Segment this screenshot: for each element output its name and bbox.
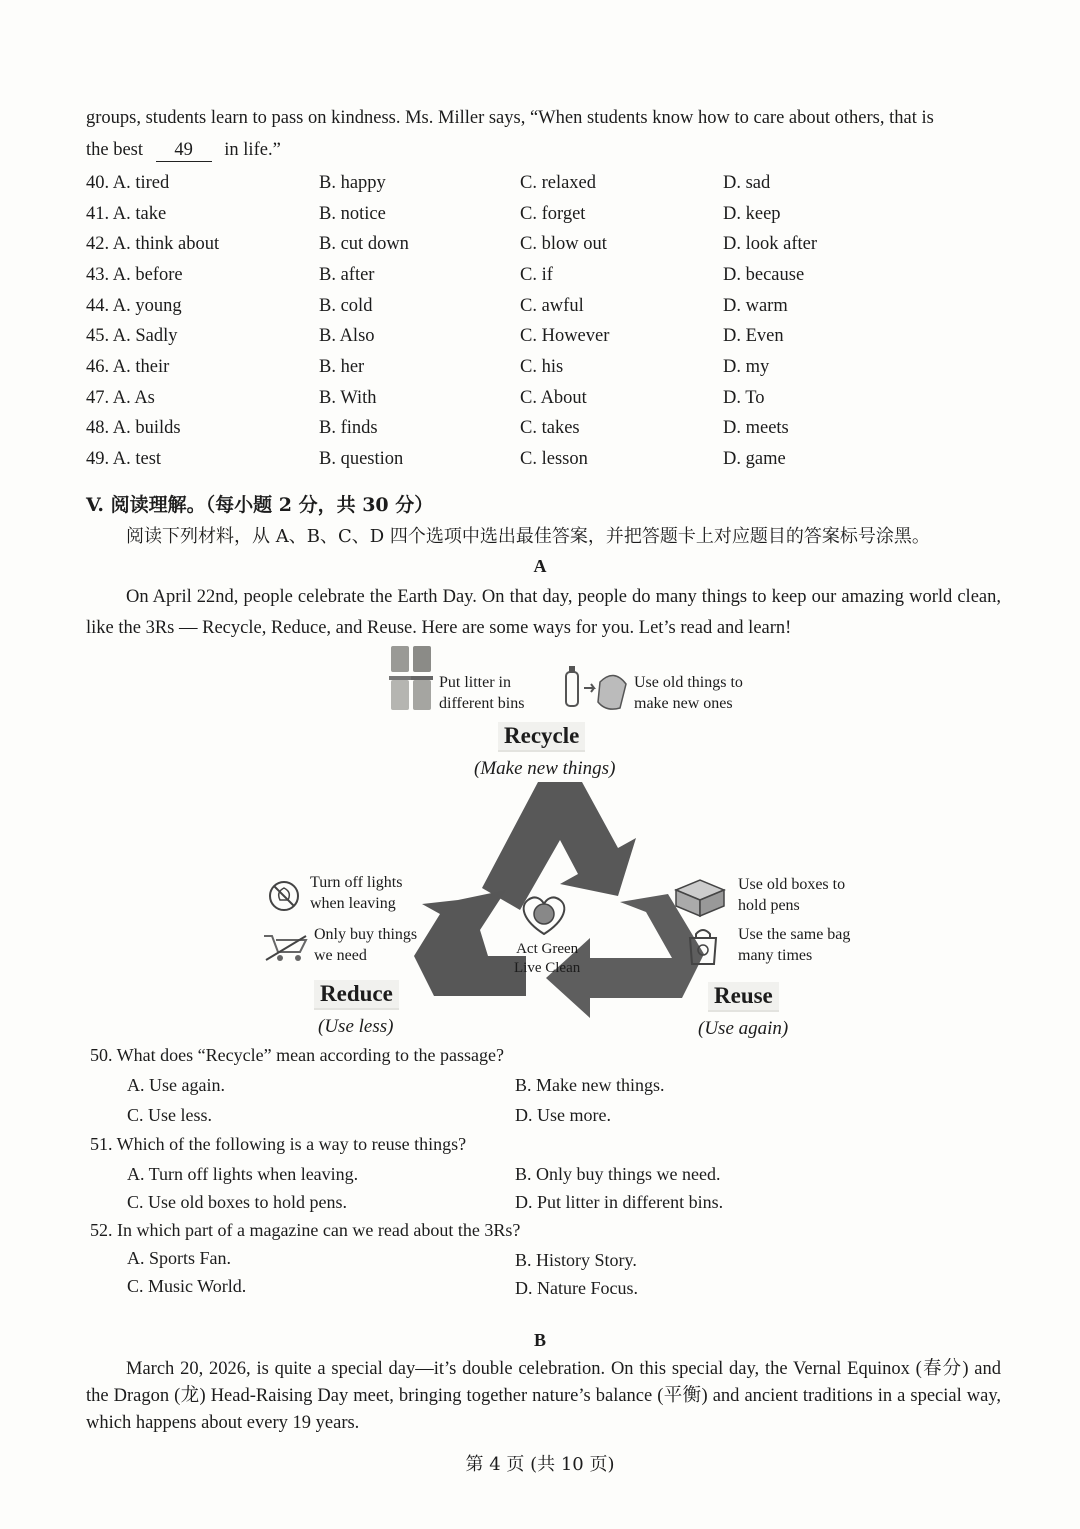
option-row xyxy=(86,199,1006,230)
reduce-item-1: Turn off lights when leaving xyxy=(310,874,403,912)
boxes-icon xyxy=(672,876,728,918)
option-b: B. notice xyxy=(319,203,386,224)
recycle-subtitle: (Make new things) xyxy=(474,758,616,779)
q52-option-d: D. Nature Focus. xyxy=(515,1278,638,1298)
reuse-label: Reuse xyxy=(708,982,779,1012)
option-b: B. after xyxy=(319,264,375,285)
option-row xyxy=(86,352,1006,383)
option-b: B. Also xyxy=(319,326,375,347)
option-c: C. blow out xyxy=(520,234,607,255)
q52-option-c: C. Music World. xyxy=(127,1276,247,1296)
cloze-line-1: groups, students learn to pass on kindness. Ms. Miller says, “When students know how to care about others, that is xyxy=(86,108,934,128)
q50-option-a: A. Use again. xyxy=(127,1075,225,1095)
option-c: C. relaxed xyxy=(520,172,597,193)
reuse-item-2: Use the same bag many times xyxy=(738,926,851,964)
option-b: B. With xyxy=(319,387,377,408)
passage-b-text: March 20, 2026, is quite a special day—it’s double celebration. On this special day, the Vernal Equinox (春分) and the Dragon (龙) Head-Raising Day meet, bringing together nature’s balance (平衡) and ancient traditions in a special way, which happens about every 19 years. xyxy=(86,1359,1001,1433)
reduce-subtitle: (Use less) xyxy=(318,1016,394,1037)
option-row xyxy=(86,444,1006,475)
option-a: 47. A. As xyxy=(86,387,155,408)
option-d: D. my xyxy=(723,356,770,377)
option-row xyxy=(86,260,1006,291)
reuse-subtitle: (Use again) xyxy=(698,1018,789,1039)
question-50-stem: 50. What does “Recycle” mean according to the passage? xyxy=(90,1045,504,1065)
option-d: D. keep xyxy=(723,203,781,224)
q51-option-c: C. Use old boxes to hold pens. xyxy=(127,1192,347,1212)
option-d: D. because xyxy=(723,264,805,285)
reuse-item-1: Use old boxes to hold pens xyxy=(738,876,846,914)
center-line-1: Act Green xyxy=(516,941,579,957)
question-51-stem: 51. Which of the following is a way to reuse things? xyxy=(90,1134,467,1154)
cloze-line-2-pre: the best xyxy=(86,140,144,160)
option-c: C. if xyxy=(520,264,553,285)
cloze-options xyxy=(86,168,1006,475)
option-b: B. cold xyxy=(319,295,373,316)
blank-49: 49 xyxy=(156,140,212,162)
question-52-stem: 52. In which part of a magazine can we read about the 3Rs? xyxy=(90,1220,521,1240)
option-c: C. However xyxy=(520,326,610,347)
option-c: C. About xyxy=(520,387,587,408)
q50-option-b: B. Make new things. xyxy=(515,1075,665,1095)
option-d: D. To xyxy=(723,387,765,408)
q51-option-a: A. Turn off lights when leaving. xyxy=(127,1164,359,1184)
section-instruction: 阅读下列材料，从 A、B、C、D 四个选项中选出最佳答案，并把答题卡上对应题目的答案标号涂黑。 xyxy=(126,526,930,547)
earth-heart-icon xyxy=(518,892,570,936)
reduce-label: Reduce xyxy=(314,980,399,1010)
recycle-item-2: Use old things to make new ones xyxy=(634,674,743,712)
option-c: C. forget xyxy=(520,203,586,224)
option-a: 48. A. builds xyxy=(86,418,181,439)
option-d: D. game xyxy=(723,449,786,470)
section-title: V. 阅读理解。（每小题 2 分，共 30 分） xyxy=(86,494,434,516)
q51-option-d: D. Put litter in different bins. xyxy=(515,1192,724,1212)
passage-a-letter: A xyxy=(533,556,547,576)
option-row xyxy=(86,321,1006,352)
option-b: B. finds xyxy=(319,418,378,439)
option-d: D. sad xyxy=(723,172,771,193)
center-slogan xyxy=(514,940,580,978)
cloze-line-2-post: in life.” xyxy=(224,140,281,160)
q50-option-c: C. Use less. xyxy=(127,1105,212,1125)
option-d: D. look after xyxy=(723,234,818,255)
option-row xyxy=(86,229,1006,260)
option-a: 42. A. think about xyxy=(86,234,220,255)
option-c: C. takes xyxy=(520,418,580,439)
option-b: B. cut down xyxy=(319,234,409,255)
option-c: C. his xyxy=(520,356,564,377)
option-b: B. question xyxy=(319,449,404,470)
option-c: C. awful xyxy=(520,295,584,316)
recycle-label: Recycle xyxy=(498,722,585,752)
option-b: B. happy xyxy=(319,172,386,193)
page-footer: 第 4 页 (共 10 页) xyxy=(465,1454,615,1475)
passage-a-text: On April 22nd, people celebrate the Earth Day. On that day, people do many things to keep our amazing world clean, like the 3Rs — Recycle, Reduce, and Reuse. Here are some ways for you. Let’s read and learn! xyxy=(86,587,1001,638)
reduce-item-2: Only buy things we need xyxy=(314,926,418,964)
option-a: 40. A. tired xyxy=(86,172,170,193)
option-d: D. warm xyxy=(723,295,788,316)
option-d: D. Even xyxy=(723,326,784,347)
option-d: D. meets xyxy=(723,418,789,439)
cloze-line-2 xyxy=(86,140,281,162)
q51-option-b: B. Only buy things we need. xyxy=(515,1164,721,1184)
passage-b-letter: B xyxy=(533,1330,546,1350)
option-a: 43. A. before xyxy=(86,264,183,285)
center-line-2: Live Clean xyxy=(514,960,581,976)
option-a: 44. A. young xyxy=(86,295,182,316)
lightbulb-off-icon xyxy=(268,880,300,912)
option-a: 41. A. take xyxy=(86,203,167,224)
q50-option-d: D. Use more. xyxy=(515,1105,611,1125)
option-row xyxy=(86,414,1006,445)
shopping-bag-icon xyxy=(686,926,720,966)
recycle-item-1: Put litter in different bins xyxy=(439,674,525,712)
q52-option-a: A. Sports Fan. xyxy=(127,1248,232,1268)
q52-option-b: B. History Story. xyxy=(515,1250,637,1270)
bottle-to-new-icon xyxy=(560,662,630,712)
option-c: C. lesson xyxy=(520,449,588,470)
option-a: 45. A. Sadly xyxy=(86,326,178,347)
litter-bins-icon xyxy=(388,642,436,714)
option-row xyxy=(86,383,1006,414)
3rs-diagram xyxy=(250,640,890,1040)
option-b: B. her xyxy=(319,356,365,377)
option-a: 46. A. their xyxy=(86,356,170,377)
option-a: 49. A. test xyxy=(86,449,162,470)
shopping-cart-icon xyxy=(262,932,310,962)
option-row xyxy=(86,291,1006,322)
option-row xyxy=(86,168,1006,199)
